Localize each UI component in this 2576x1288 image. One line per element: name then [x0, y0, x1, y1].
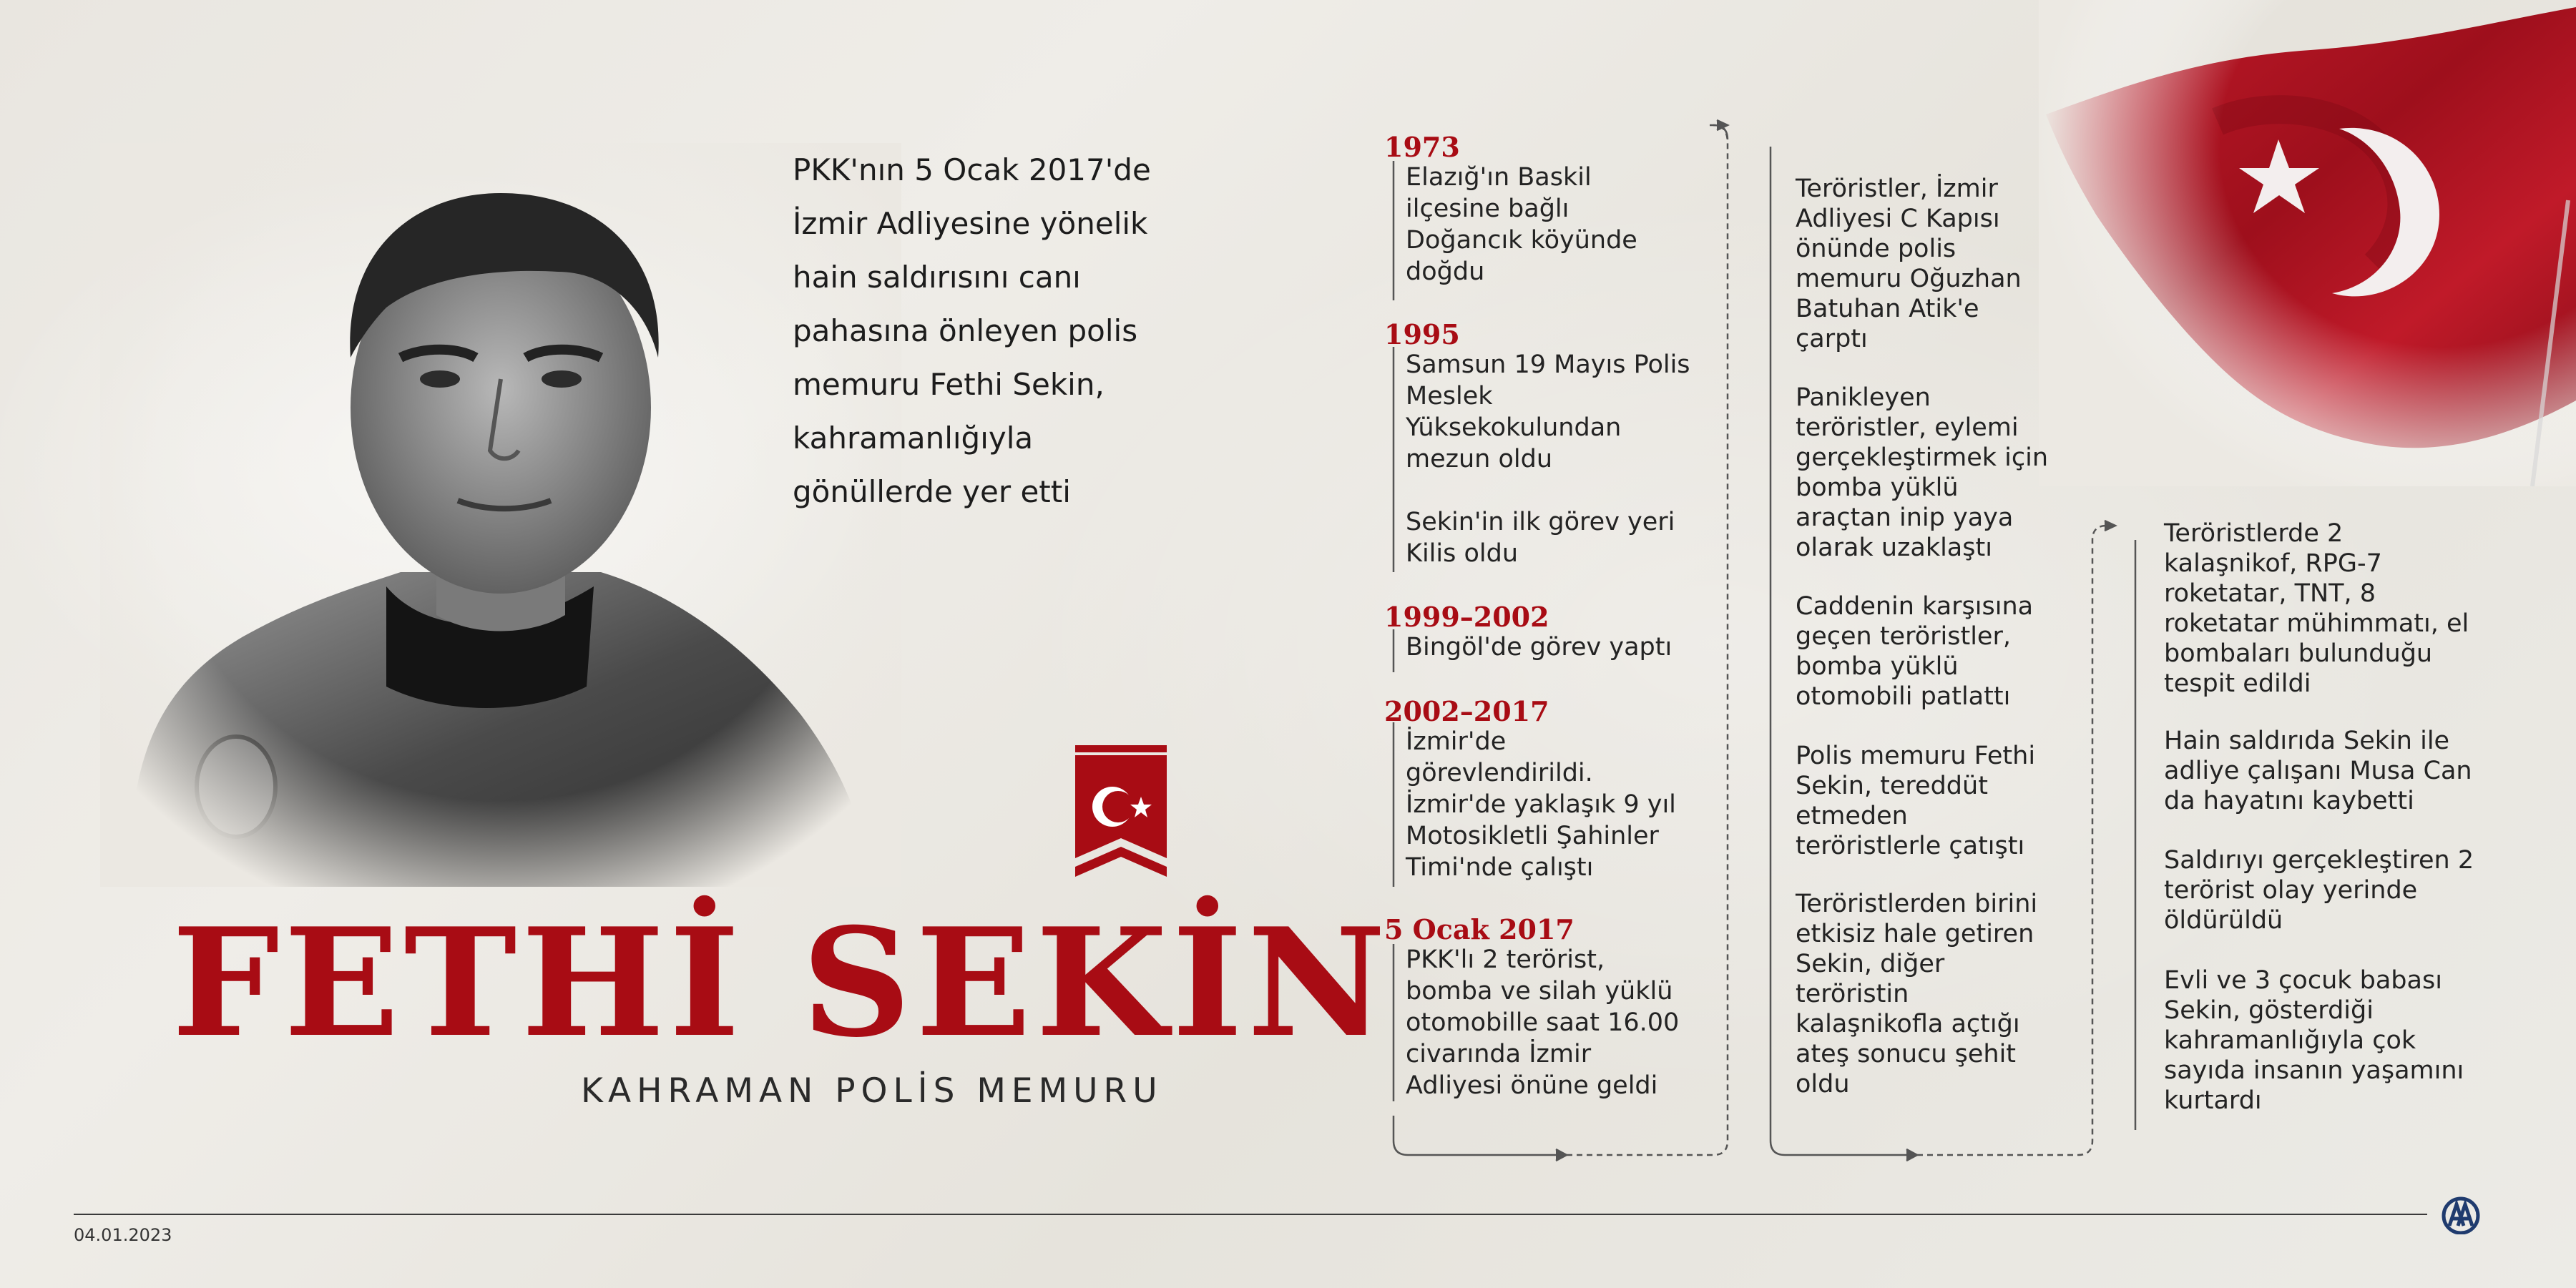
timeline-event: İzmir'de görevlendirildi. İzmir'de yaklaşık 9 yıl Motosikletli Şahinler Timi'nde çalıştı: [1406, 727, 1676, 882]
timeline-event-2: Polis memuru Fethi Sekin, tereddüt etmeden teröristlerle çatıştı: [1796, 742, 2036, 860]
timeline-year: 1999–2002: [1384, 601, 1549, 633]
aa-logo-icon: [2439, 1194, 2482, 1234]
timeline-event-3: Teröristlerde 2 kalaşnikof, RPG-7 roketatar, TNT, 8 roketatar mühimmatı, el bombaları bulunduğu tespit edildi: [2164, 519, 2469, 698]
timeline-year: 2002–2017: [1384, 695, 1549, 727]
hero-subtitle: KAHRAMAN POLİS MEMURU: [581, 1071, 1163, 1111]
timeline-event-2: Caddenin karşısına geçen teröristler, bomba yüklü otomobili patlattı: [1796, 592, 2034, 711]
timeline-event-2: Panikleyen teröristler, eylemi gerçekleştirmek için bomba yüklü araçtan inip yaya olarak uzaklaştı: [1796, 383, 2049, 562]
timeline-event-3: Hain saldırıda Sekin ile adliye çalışanı Musa Can da hayatını kaybetti: [2164, 727, 2472, 815]
timeline-event: Elazığ'ın Baskil ilçesine bağlı Doğancık köyünde doğdu: [1406, 163, 1637, 286]
footer-divider: [74, 1214, 2427, 1215]
timeline-year: 5 Ocak 2017: [1384, 913, 1575, 945]
timeline-event-3: Saldırıyı gerçekleştiren 2 terörist olay yerinde öldürüldü: [2164, 846, 2474, 935]
timeline-event-2: Teröristlerden birini etkisiz hale getiren Sekin, diğer teröristin kalaşnikofla açtığı ateş sonucu şehit oldu: [1796, 890, 2038, 1098]
intro-text: PKK'nın 5 Ocak 2017'de İzmir Adliyesine yönelik hain saldırısını canı pahasına önleyen polis memuru Fethi Sekin, kahramanlığıyla gönüllerde yer etti: [793, 152, 1151, 509]
timeline-event: PKK'lı 2 terörist, bomba ve silah yüklü otomobille saat 16.00 civarında İzmir Adliyesi önüne geldi: [1406, 945, 1680, 1100]
footer-date: 04.01.2023: [74, 1225, 172, 1245]
timeline-year: 1973: [1384, 131, 1460, 163]
hero-name: FETHİ SEKİN: [172, 896, 1391, 1071]
timeline-year: 1995: [1384, 318, 1460, 350]
timeline-event-3: Evli ve 3 çocuk babası Sekin, gösterdiği kahramanlığıyla çok sayıda insanın yaşamını kurtardı: [2164, 966, 2464, 1115]
timeline-event-2: Teröristler, İzmir Adliyesi C Kapısı önünde polis memuru Oğuzhan Batuhan Atik'e çarptı: [1796, 174, 2022, 353]
timeline-event: Bingöl'de görev yaptı: [1406, 633, 1673, 662]
timeline-event: Samsun 19 Mayıs Polis Meslek Yüksekokulundan mezun oldu Sekin'in ilk görev yeri Kilis oldu: [1406, 350, 1690, 568]
